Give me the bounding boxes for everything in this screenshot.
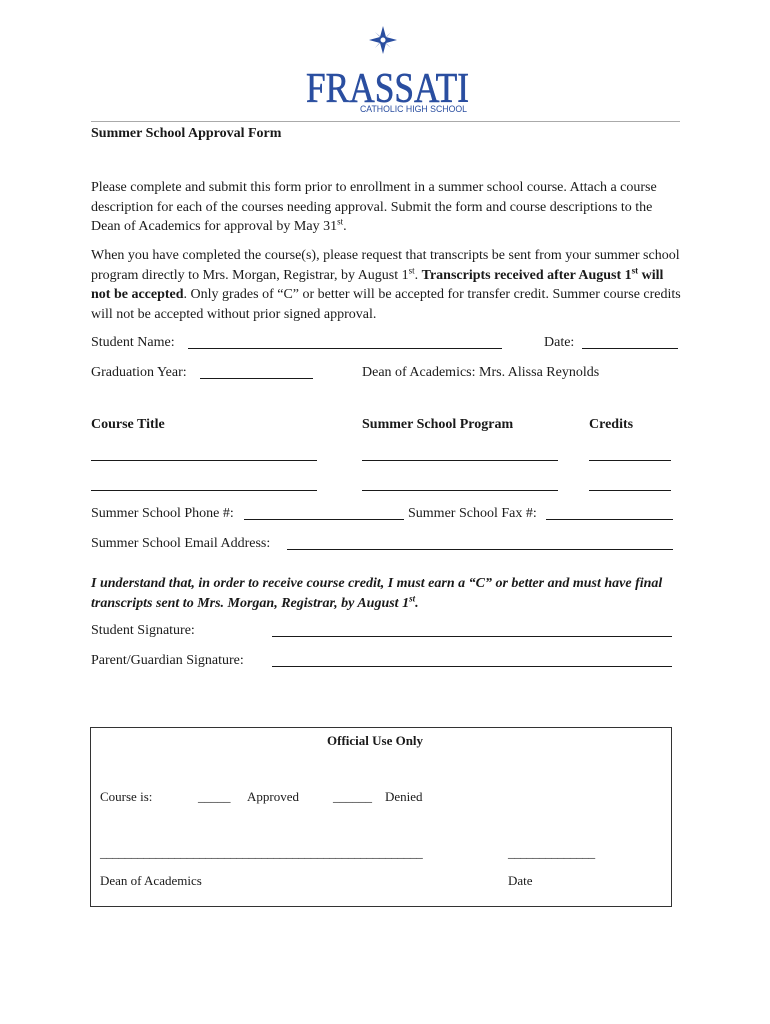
statement-sup: st (409, 592, 416, 603)
approved-blank[interactable]: _____ (198, 789, 231, 804)
statement-end: . (415, 595, 419, 611)
course-is-label: Course is: (100, 789, 153, 804)
dean-of-academics-label: Dean of Academics (100, 873, 202, 888)
dean-signature-line[interactable]: ____________________________________________________ (100, 845, 423, 860)
summer-fax-label: Summer School Fax #: (408, 506, 537, 521)
graduation-year-field[interactable] (200, 378, 313, 379)
dean-of-academics: Dean of Academics: Mrs. Alissa Reynolds (362, 365, 600, 380)
program-field-1[interactable] (362, 460, 558, 461)
intro-p1-sup: st (337, 216, 344, 227)
parent-signature-field[interactable] (272, 666, 672, 667)
intro-paragraph-1 (91, 178, 681, 237)
logo-subtitle: CATHOLIC HIGH SCHOOL (360, 104, 467, 115)
denied-label: Denied (385, 789, 423, 804)
intro-p1-text: Please complete and submit this form prior to enrollment in a summer school course. Attach a course description for each of the courses needing approval. Submit the form and course descriptions to the Dean of Academics for approval by May 31 (91, 180, 657, 234)
student-signature-field[interactable] (272, 636, 672, 637)
credit-statement (91, 574, 681, 613)
approved-label: Approved (247, 789, 299, 804)
intro-p2-bold: Transcripts received after August 1 (421, 267, 632, 283)
approval-date-line[interactable]: ______________ (508, 845, 595, 860)
official-use-title: Official Use Only (327, 733, 424, 748)
date-field[interactable] (582, 348, 678, 349)
course-title-field-1[interactable] (91, 460, 317, 461)
student-name-field[interactable] (188, 348, 502, 349)
intro-p2-sup: st (408, 264, 415, 275)
logo-name: FRASSATI (306, 66, 469, 112)
column-course-title: Course Title (91, 417, 165, 432)
intro-paragraph-2 (91, 246, 681, 324)
summer-email-field[interactable] (287, 549, 673, 550)
graduation-year-label: Graduation Year: (91, 365, 187, 380)
intro-p2-mid: . (414, 267, 422, 283)
column-summer-school-program: Summer School Program (362, 417, 514, 432)
compass-star-icon (369, 26, 397, 54)
denied-blank[interactable]: ______ (333, 789, 372, 804)
column-credits: Credits (589, 417, 634, 432)
header-rule (91, 121, 680, 122)
form-title: Summer School Approval Form (91, 126, 282, 141)
summer-email-label: Summer School Email Address: (91, 536, 271, 551)
frassati-logo (300, 22, 475, 117)
credits-field-2[interactable] (589, 490, 671, 491)
summer-phone-label: Summer School Phone #: (91, 506, 234, 521)
official-use-box (90, 727, 672, 907)
statement-text: I understand that, in order to receive course credit, I must earn a “C” or better and must have final transcripts sent to Mrs. Morgan, Registrar, by August 1 (91, 576, 663, 611)
credits-field-1[interactable] (589, 460, 671, 461)
intro-p2-text: When you have completed the course(s), please request that transcripts be sent from your summer school program directly to Mrs. Morgan, Registrar, by August 1 (91, 248, 680, 283)
intro-p2-bold-end: will not be accepted (91, 267, 664, 302)
parent-signature-label: Parent/Guardian Signature: (91, 653, 244, 668)
intro-p1-end: . (343, 219, 347, 234)
date-label: Date: (544, 335, 575, 350)
student-name-label: Student Name: (91, 335, 175, 350)
summer-fax-field[interactable] (546, 519, 673, 520)
intro-p2-end: . Only grades of “C” or better will be accepted for transfer credit. Summer course credits will not be accepted without prior signed approval. (91, 287, 681, 322)
student-signature-label: Student Signature: (91, 623, 195, 638)
intro-p2-bold-sup: st (631, 264, 639, 275)
course-title-field-2[interactable] (91, 490, 317, 491)
approval-date-label: Date (508, 873, 533, 888)
summer-phone-field[interactable] (244, 519, 404, 520)
program-field-2[interactable] (362, 490, 558, 491)
